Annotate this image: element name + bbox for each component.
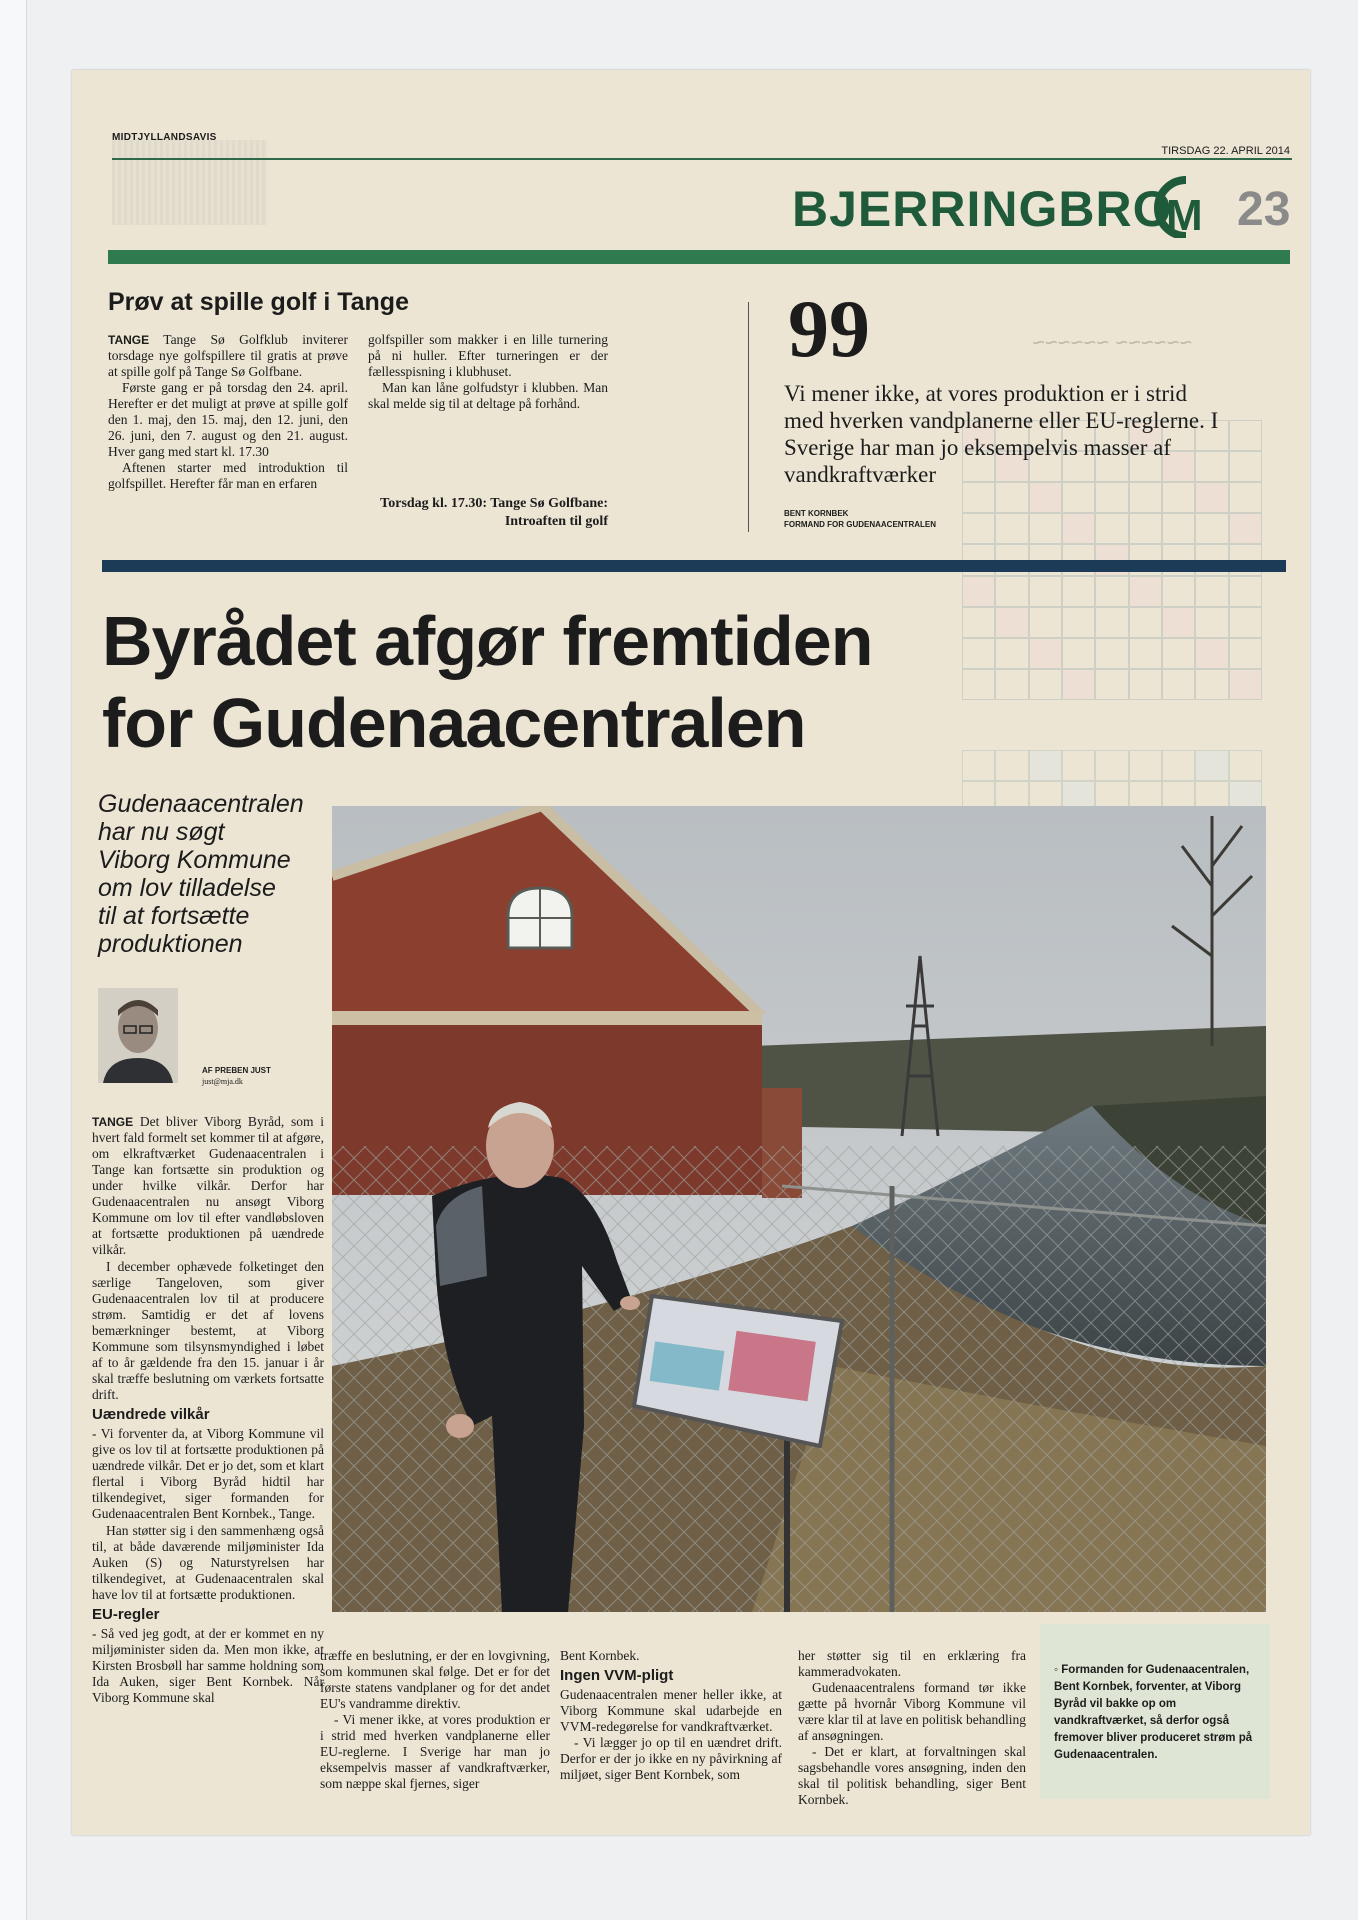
article-kicker: TANGE [92,1115,134,1129]
article-paragraph: - Det er klart, at forvaltningen skal sagsbehandle vores ansøgning, inden den skal til politisk behandling, siger Bent Kornbek. [798,1744,1026,1807]
article-subheading: Ingen VVM-pligt [560,1667,674,1684]
article-paragraph: Gudenaacentralen mener heller ikke, at Viborg Kommune skal udarbejde en VVM-redegørelse for vandkraftværket. [560,1687,782,1734]
grid-cell [995,576,1028,607]
grid-cell [1229,513,1262,544]
grid-cell [1229,451,1262,482]
grid-cell [995,750,1028,781]
grid-cell [1129,576,1162,607]
grid-cell [1095,669,1128,700]
article-subhead: Gudenaacentralen har nu søgt Viborg Kommune om lov tilladelse til at fortsætte produktionen [98,790,304,958]
newspaper-clipping [72,70,1310,1835]
grid-cell [1062,576,1095,607]
grid-cell [1162,513,1195,544]
article-paragraph: I december ophævede folketinget den særlige Tangeloven, som giver Gudenaacentralen lov til at producere strøm. Samtidig er det af lovens bemærkninger bestemt, at Viborg Kommune som tilsynsmyndighed i løbet af to år gældende fra den 15. januar i år skal træffe beslutning om værkets fortsatte drift. [92,1259,324,1402]
grid-cell [995,638,1028,669]
grid-cell [1129,638,1162,669]
quote-mark: 99 [788,283,870,374]
article-paragraph: Han støtter sig i den sammenhæng også til, at både daværende miljøminister Ida Auken (S) og Naturstyrelsen har tilkendegivet, at Gudenaacentralen skal have lov til at fortsætte produktionen. [92,1523,324,1602]
pull-quote: Vi mener ikke, at vores produktion er i strid med hverken vandplanerne eller EU-reglerne. I Sverige har man jo eksempelvis masser af vandkraftværker [784,381,1219,487]
grid-cell [1095,638,1128,669]
caption-bullet-icon: ◦ [1054,1664,1062,1676]
section-title: BJERRINGBRO [792,181,1173,237]
grid-cell [1095,607,1128,638]
grid-cell [1195,513,1228,544]
quote-attribution [784,508,936,530]
grid-cell [1029,576,1062,607]
grid-cell [1195,576,1228,607]
article-column-4 [798,1648,1026,1808]
grid-cell [1129,513,1162,544]
grid-cell [1229,576,1262,607]
article-paragraph: Bent Kornbek. [560,1648,640,1663]
photo-caption: ◦ Formanden for Gudenaacentralen, Bent Kornbek, forventer, at Viborg Byråd vil bakke op om vandkraftværket, så derfor også fremover bliver produceret strøm på Gudenaacentralen. [1054,1664,1253,1761]
grid-cell [1229,607,1262,638]
grid-cell [1195,750,1228,781]
brief-kicker: TANGE [108,333,150,347]
brief-title: Prøv at spille golf i Tange [108,288,409,316]
grid-cell [1229,482,1262,513]
grid-cell [995,669,1028,700]
brief-column-2 [368,332,608,412]
grid-cell [962,638,995,669]
grid-cell [1162,576,1195,607]
article-paragraph: her støtter sig til en erklæring fra kammeradvokaten. [798,1648,1026,1679]
article-paragraph: træffe en beslutning, er der en lovgivning, som kommunen skal følge. Det er for det første statens vandplaner og for det andet EU's vandramme direktiv. [320,1648,550,1711]
article-paragraph: - Vi lægger jo op til en uændret drift. Derfor er der jo ikke en ny påvirkning af miljøet, siger Bent Kornbek, som [560,1735,782,1782]
grid-cell [1162,638,1195,669]
byline-email: just@mja.dk [202,1077,243,1086]
article-paragraph: - Vi forventer da, at Viborg Kommune vil give os lov til at fortsætte produktionen på uændrede vilkår. Det er jo det, som et klart flertal i Viborg Byråd hidtil har tilkendegivet, siger formanden for Gudenaacentralen Bent Kornbek., Tange. [92,1426,324,1521]
article-paragraph: Gudenaacentralens formand tør ikke gætte på hvornår Viborg Kommune vil være klar til at lave en politisk behandling af ansøgningen. [798,1680,1026,1743]
grid-cell [1062,750,1095,781]
grid-cell [962,607,995,638]
brief-paragraph: Første gang er på torsdag den 24. april. Herefter er det muligt at prøve at spille golf den 1. maj, den 15. maj, den 12. juni, den 26. juni, den 7. august og den 21. august. Hver gang med start kl. 17.30 [108,380,348,459]
grid-cell [1229,669,1262,700]
quote-role: FORMAND FOR GUDENAACENTRALEN [784,520,936,529]
bleed-through-texture [112,140,267,225]
header-rule [112,158,1292,160]
grid-cell [995,513,1028,544]
grid-cell [1095,513,1128,544]
headline-line: for Gudenaacentralen [102,684,806,762]
article-column-3 [560,1648,782,1783]
grid-cell [962,513,995,544]
issue-date: TIRSDAG 22. APRIL 2014 [1161,145,1290,157]
grid-cell [1129,607,1162,638]
grid-cell [1062,669,1095,700]
grid-cell [1029,513,1062,544]
page-number: 23 [1237,183,1291,236]
article-column-2 [320,1648,550,1792]
brief-info: Torsdag kl. 17.30: Tange Sø Golfbane: Introaften til golf [380,496,608,529]
grid-cell [1129,669,1162,700]
article-photo [332,806,1266,1612]
column-divider [748,302,749,532]
newspaper-name: MIDTJYLLANDSAVIS [112,132,217,143]
article-subheading: EU-regler [92,1606,160,1623]
grid-cell [1162,669,1195,700]
grid-cell [1195,638,1228,669]
article-paragraph: - Så ved jeg godt, at der er kommet en ny miljøminister siden da. Men mon ikke, at Kirsten Brosbøll har samme holdning som Ida Auken, siger Bent Kornbek. Når Viborg Kommune skal [92,1626,324,1705]
article-subheading: Uændrede vilkår [92,1406,210,1423]
logo-letter: M [1166,191,1203,238]
grid-cell [995,607,1028,638]
grid-cell [1062,513,1095,544]
article-paragraph: TANGE Det bliver Viborg Byråd, som i hvert fald formelt set kommer til at afgøre, om elkraftværket Gudenaacentralen i Tange kan fortsætte sin produktion og under hvilke vilkår. Derfor har Gudenaacentralen nu ansøgt Viborg Kommune om lov til efter vandløbsloven at fortsætte produktionen på uændrede vilkår. [92,1114,325,1257]
headline-line: Byrådet afgør fremtiden [102,602,873,680]
grid-cell [1062,607,1095,638]
grid-cell [1129,750,1162,781]
section-bar [108,250,1290,264]
grid-cell [1029,638,1062,669]
scan-margin [0,0,27,1920]
article-headline [102,600,922,764]
article-bar [102,560,1286,572]
newspaper-logo-icon [1152,176,1220,238]
grid-cell [1029,669,1062,700]
grid-cell [962,669,995,700]
grid-cell [962,750,995,781]
grid-cell [1095,576,1128,607]
brief-paragraph: golfspiller som makker i en lille turnering på ni huller. Efter turneringen er der fællesspisning i klubhuset. [368,332,608,379]
grid-cell [1029,750,1062,781]
grid-cell [962,576,995,607]
grid-cell [1095,750,1128,781]
brief-column-1 [108,332,348,492]
grid-cell [1062,638,1095,669]
grid-cell [1229,420,1262,451]
bleed-through-heading: ~~~~~~ ~~~~~~ [1032,330,1193,355]
grid-cell [1195,669,1228,700]
brief-paragraph: Man kan låne golfudstyr i klubben. Man skal melde sig til at deltage på forhånd. [368,380,608,411]
grid-cell [1229,750,1262,781]
quote-name: BENT KORNBEK [784,509,849,518]
grid-cell [1029,607,1062,638]
grid-cell [1162,607,1195,638]
grid-cell [1162,750,1195,781]
grid-cell [1195,607,1228,638]
article-paragraph: - Vi mener ikke, at vores produktion er i strid med hverken vandplanerne eller EU-reglerne. I Sverige har man jo eksempelvis masser af vandkraftværker, som næppe skal fjernes, siger [320,1712,550,1791]
brief-paragraph: Aftenen starter med introduktion til golfspillet. Herefter får man en erfaren [108,460,348,491]
byline [202,1065,271,1087]
grid-cell [1229,638,1262,669]
brief-paragraph: TANGE Tange Sø Golfklub inviterer torsdage nye golfspillere til gratis at prøve at spille golf på Tange Sø Golfbane. [108,332,348,379]
author-photo [98,988,178,1083]
article-column-1 [92,1114,324,1707]
byline-name: AF PREBEN JUST [202,1066,271,1075]
